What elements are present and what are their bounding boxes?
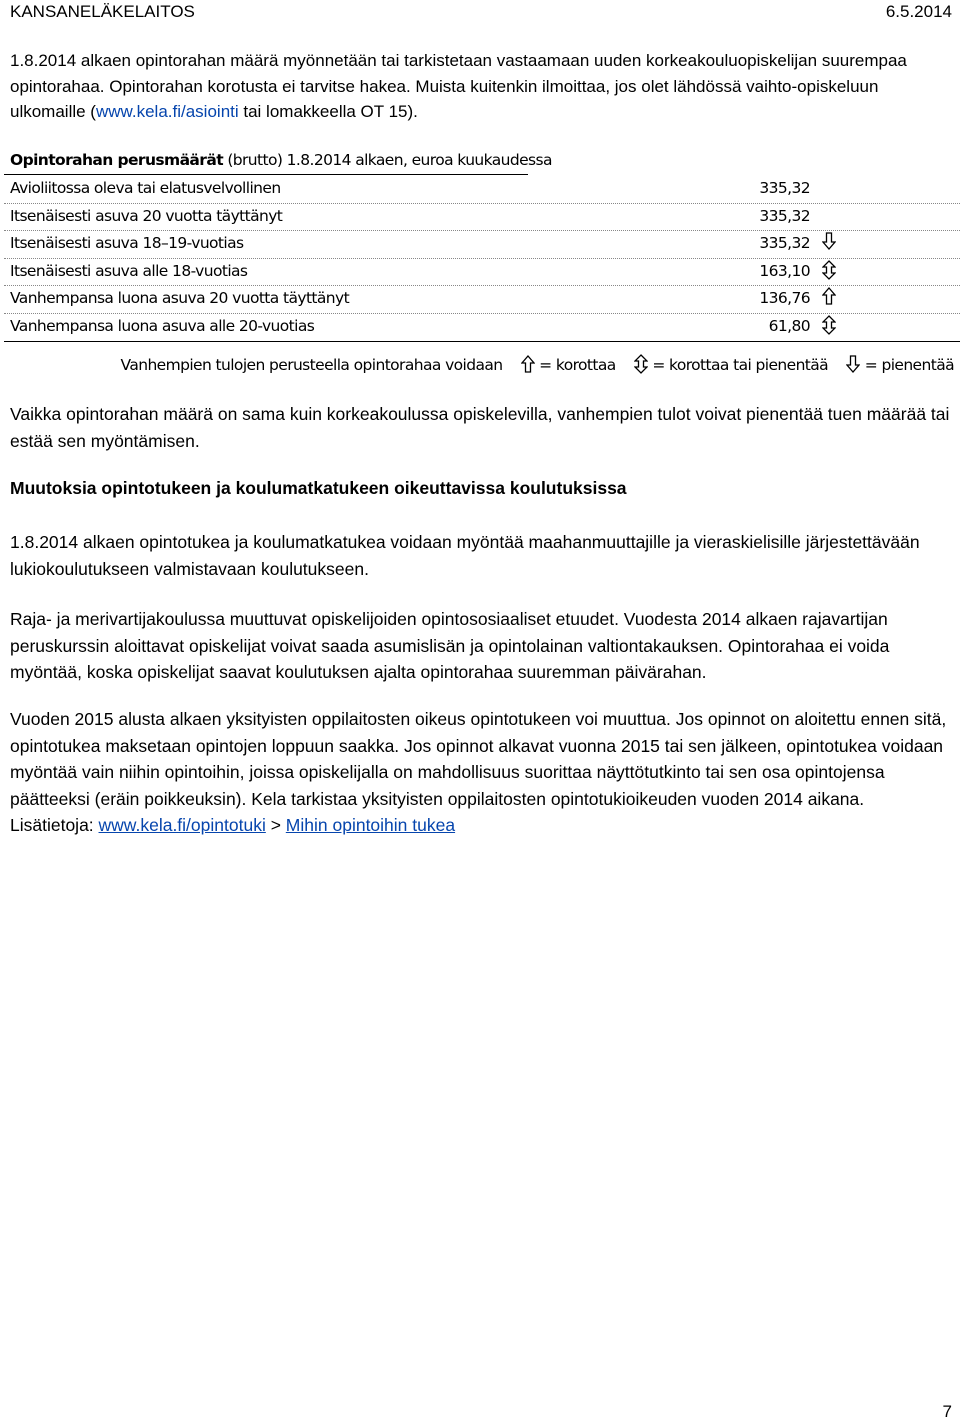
row-label: Itsenäisesti asuva alle 18-vuotias [10,261,248,280]
up-arrow-icon [521,355,535,374]
opintotuki-link[interactable]: www.kela.fi/opintotuki [98,815,266,835]
organization-name: KANSANELÄKELAITOS [10,2,195,21]
paragraph-vuoden [10,706,950,839]
mihin-opintoihin-link[interactable]: Mihin opintoihin tukea [285,815,456,835]
row-value: 136,76 [759,289,810,308]
table-title [10,151,552,169]
row-label: Vanhempansa luona asuva alle 20-vuotias [10,317,315,335]
link-separator: > [265,815,286,835]
row-label: Itsenäisesti asuva 20 vuotta täyttänyt [10,206,283,225]
table-row [4,230,960,259]
document-date: 6.5.2014 [885,2,952,21]
intro-text-end: tai lomakkeella OT 15). [238,102,418,121]
legend-intro: Vanhempien tulojen perusteella opintorahaa voidaan [120,355,503,374]
arrow-legend [121,354,954,375]
table-bottom-rule [4,341,960,342]
row-label: Vanhempansa luona asuva 20 vuotta täyttänyt [10,289,350,308]
asiointi-link[interactable]: www.kela.fi/asiointi [95,102,239,121]
intro-paragraph [10,48,950,125]
page-header [10,2,952,26]
row-value: 163,10 [759,261,810,280]
table-title-bold: Opintorahan perusmäärät [10,151,224,169]
table-row [4,285,960,314]
table-title-rest: (brutto) 1.8.2014 alkaen, euroa kuukaudessa [223,151,552,169]
section-heading: Muutoksia opintotukeen ja koulumatkatukeen oikeuttavissa koulutuksissa [10,478,627,498]
updown-arrow-icon [634,354,648,375]
row-value: 61,80 [768,317,810,335]
paragraph-vuoden-text: Vuoden 2015 alusta alkaen yksityisten oppilaitosten oikeus opintotukeen voi muuttua. Jos opinnot on aloitettu ennen sitä, opintotukea maksetaan opintojen loppuun saakka. Jos opinnot alkavat vuonna 2015 tai sen jälkeen, opintotukea voidaan myöntää vain niihin opintoihin, joissa opiskelijalla on mahdollisuus suorittaa näyttötutkinto tai sen osa opintojensa päätteeksi (eräin poikkeuksin). Kela tarkistaa yksityisten oppilaitosten opintotukioikeuden vuoden 2014 aikana. Lisätietoja: [10,709,947,835]
paragraph-maahanmuuttajat: 1.8.2014 alkaen opintotukea ja koulumatkatukea voidaan myöntää maahanmuuttajille ja vieraskielisille järjestettävään lukiokoulutukseen valmistavaan koulutukseen. [10,532,920,579]
down-arrow-icon [822,232,840,252]
row-value: 335,32 [759,179,810,197]
row-value: 335,32 [759,206,810,225]
legend-updown-text: = korottaa tai pienentää [652,355,829,374]
paragraph-raja: Raja- ja merivartijakoulussa muuttuvat opiskelijoiden opintososiaaliset etuudet. Vuodesta 2014 alkaen rajavartijan peruskurssin aloittavat opiskelijat voivat saada asumislisän ja opintolainan valtiontakauksen. Opintorahaa ei voida myöntää, koska opiskelijat saavat koulutuksen ajalta opintorahaa suuremman päivärahan. [10,609,890,682]
legend-up-text: = korottaa [539,355,616,374]
page-number: 7 [942,1402,952,1421]
updown-arrow-icon [822,260,840,280]
table-row [4,175,960,204]
paragraph-vaikka: Vaikka opintorahan määrä on sama kuin korkeakoulussa opiskelevilla, vanhempien tulot voivat pienentää tuen määrää tai estää sen myöntämisen. [10,404,950,451]
table-row [4,313,960,341]
intro-text: 1.8.2014 alkaen opintorahan määrä myönnetään tai tarkistetaan vastaamaan uuden korkeakouluopiskelijan suurempaa opintorahaa. Opintorahan korotusta ei tarvitse hakea. Muista kuitenkin ilmoittaa, jos olet lähdössä vaihto-opiskeluun ulkomaille ( [10,51,907,121]
table-row [4,203,960,232]
updown-arrow-icon [822,315,840,335]
row-label: Itsenäisesti asuva 18–19-vuotias [10,234,244,253]
legend-down-text: = pienentää [864,355,954,374]
up-arrow-icon [822,287,840,307]
down-arrow-icon [846,355,860,374]
row-label: Avioliitossa oleva tai elatusvelvollinen [10,179,281,197]
table-row [4,258,960,287]
row-value: 335,32 [759,234,810,253]
